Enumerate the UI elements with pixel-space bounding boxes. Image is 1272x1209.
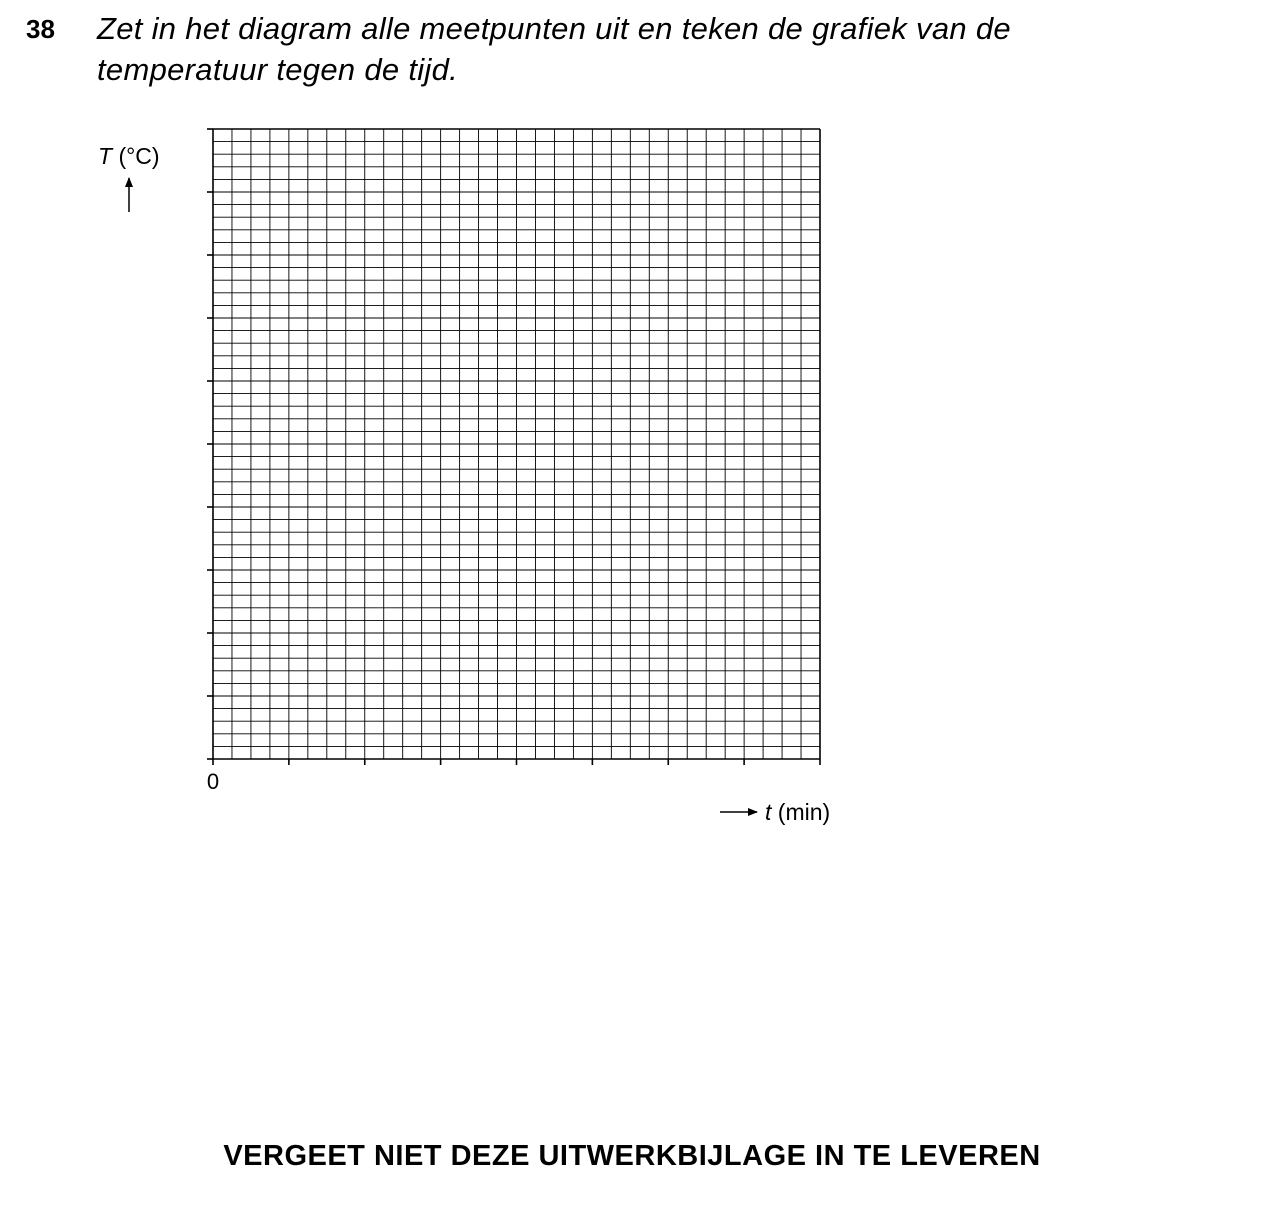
y-axis-label: [98, 143, 160, 169]
x-axis-unit: (min): [771, 799, 831, 825]
footer-reminder: VERGEET NIET DEZE UITWERKBIJLAGE IN TE LEVEREN: [223, 1140, 1041, 1172]
question-number: 38: [26, 14, 55, 44]
graph-paper-grid: [213, 129, 820, 759]
question-text-line-1: Zet in het diagram alle meetpunten uit en teken de grafiek van de: [97, 11, 1011, 46]
axis-ticks: [207, 129, 820, 765]
question-text-line-2: temperatuur tegen de tijd.: [97, 52, 459, 87]
y-axis-symbol: T: [98, 143, 113, 169]
x-axis-label: [765, 799, 830, 825]
x-axis-symbol: t: [765, 799, 772, 825]
y-axis-unit: (°C): [112, 143, 160, 169]
origin-label: 0: [206, 769, 220, 794]
